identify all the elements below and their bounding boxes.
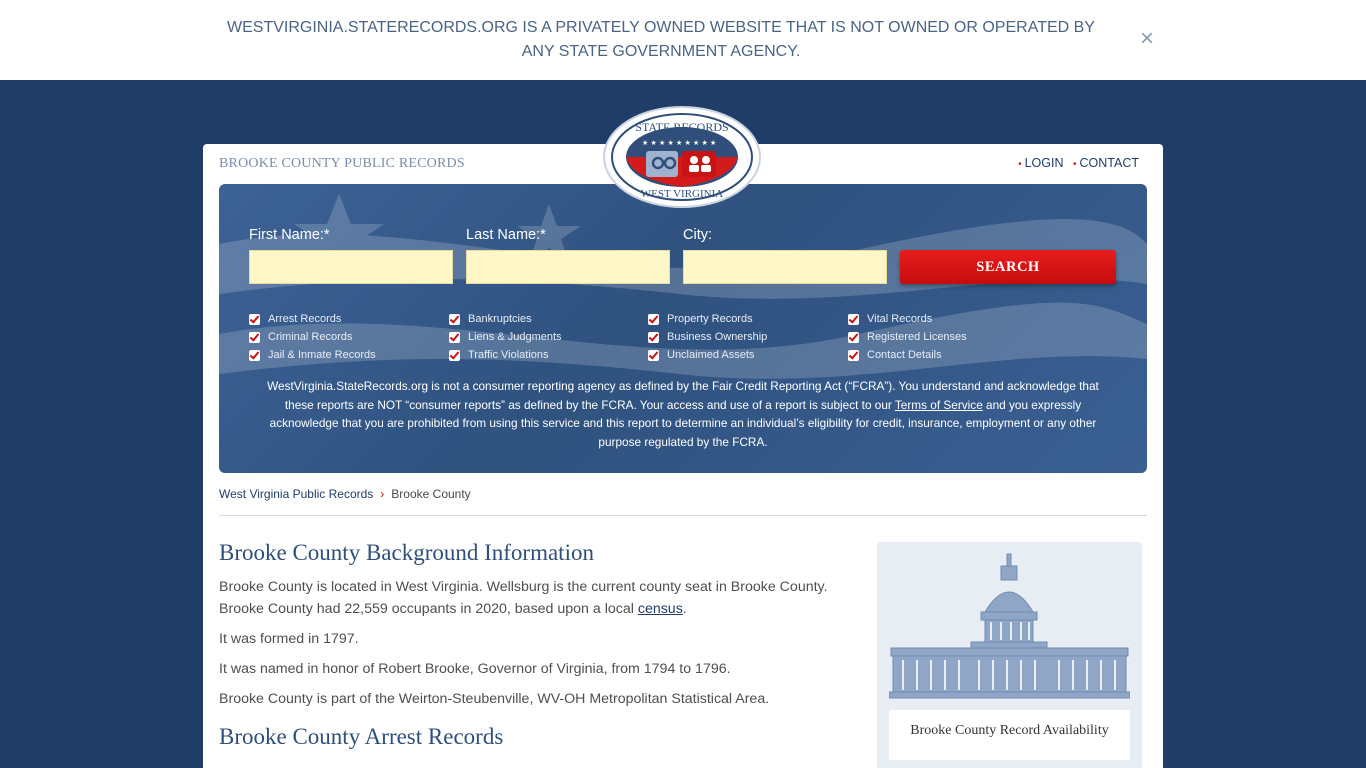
census-link[interactable]: census	[637, 601, 683, 617]
terms-of-service-link[interactable]: Terms of Service	[894, 397, 983, 412]
login-link[interactable]	[1018, 156, 1063, 170]
checkbox-label: Bankruptcies	[468, 313, 532, 325]
search-panel	[219, 184, 1147, 473]
bullet-icon: •	[1018, 159, 1022, 170]
checkbox-label: Unclaimed Assets	[667, 349, 755, 361]
last-name-input[interactable]	[466, 250, 670, 284]
named-paragraph: It was named in honor of Robert Brooke, Governor of Virginia, from 1794 to 1796.	[219, 661, 731, 677]
checkbox-liens-judgments[interactable]	[449, 328, 562, 346]
checkbox-checked-icon	[848, 332, 859, 343]
chevron-right-icon: ›	[380, 487, 385, 501]
checkbox-unclaimed-assets[interactable]	[648, 346, 767, 364]
checkbox-label: Arrest Records	[268, 313, 342, 325]
arrest-records-heading: Brooke County Arrest Records	[219, 724, 504, 749]
checkbox-checked-icon	[449, 350, 460, 361]
checkbox-label: Jail & Inmate Records	[268, 349, 376, 361]
record-availability-sidebar	[877, 542, 1142, 768]
top-links	[1012, 156, 1139, 170]
checkbox-bankruptcies[interactable]	[449, 310, 562, 328]
record-availability-title: Brooke County Record Availability	[889, 710, 1130, 760]
disclaimer-text: WESTVIRGINIA.STATERECORDS.ORG IS A PRIVATELY OWNED WEBSITE THAT IS NOT OWNED OR OPERATED BY ANY STATE GOVERNMENT AGENCY.	[227, 19, 1095, 60]
checkbox-registered-licenses[interactable]	[848, 328, 967, 346]
svg-text:★ ★ ★ ★ ★ ★ ★ ★ ★: ★ ★ ★ ★ ★ ★ ★ ★ ★	[642, 139, 717, 147]
checkbox-checked-icon	[249, 314, 260, 325]
checkbox-jail-inmate-records[interactable]	[249, 346, 376, 364]
breadcrumb-home-link[interactable]: West Virginia Public Records	[219, 487, 374, 501]
record-type-column	[648, 310, 767, 364]
checkbox-checked-icon	[249, 332, 260, 343]
search-button[interactable]: SEARCH	[900, 250, 1116, 284]
fcra-text: WestVirginia.StateRecords.org is not a consumer reporting agency as defined by the Fair Credit Reporting Act (“FCRA”). You understand and acknowledge that these reports are NOT “consumer reports” as defined by the FCRA. Your access and use of a report is subject to our	[267, 379, 1099, 412]
login-label: LOGIN	[1024, 156, 1064, 170]
checkbox-label: Traffic Violations	[468, 349, 549, 361]
first-name-label: First Name:*	[249, 227, 330, 243]
logo-top-text: STATE RECORDS	[635, 120, 729, 134]
checkbox-checked-icon	[249, 350, 260, 361]
checkbox-label: Liens & Judgments	[468, 331, 562, 343]
logo-bottom-text: WEST VIRGINIA	[640, 188, 724, 200]
checkbox-label: Criminal Records	[268, 331, 353, 343]
breadcrumb	[219, 487, 471, 501]
fcra-text: and you expressly acknowledge that you are prohibited from using this service and this report to determine an individual’s eligibility for credit, insurance, employment or any other purpose regulated by the FCRA.	[269, 397, 1097, 449]
checkbox-business-ownership[interactable]	[648, 328, 767, 346]
record-type-column	[449, 310, 562, 364]
checkbox-label: Business Ownership	[667, 331, 768, 343]
last-name-label: Last Name:*	[466, 227, 546, 243]
checkbox-contact-details[interactable]	[848, 346, 967, 364]
checkbox-label: Contact Details	[867, 349, 942, 361]
background-heading: Brooke County Background Information	[219, 540, 594, 565]
checkbox-checked-icon	[848, 350, 859, 361]
checkbox-checked-icon	[648, 350, 659, 361]
record-type-column	[249, 310, 376, 364]
disclaimer-banner	[0, 0, 1366, 80]
paragraph-text: .	[682, 601, 687, 617]
checkbox-checked-icon	[648, 332, 659, 343]
checkbox-label: Vital Records	[867, 313, 933, 325]
record-type-column	[848, 310, 967, 364]
city-label: City:	[683, 227, 712, 243]
breadcrumb-current: Brooke County	[391, 487, 471, 501]
checkbox-criminal-records[interactable]	[249, 328, 376, 346]
checkbox-arrest-records[interactable]	[249, 310, 376, 328]
background-paragraph	[219, 576, 839, 620]
page-brand-title: BROOKE COUNTY PUBLIC RECORDS	[219, 156, 465, 171]
first-name-input[interactable]	[249, 250, 453, 284]
checkbox-checked-icon	[449, 314, 460, 325]
checkbox-property-records[interactable]	[648, 310, 767, 328]
checkbox-traffic-violations[interactable]	[449, 346, 562, 364]
checkbox-checked-icon	[449, 332, 460, 343]
main-card	[203, 144, 1163, 768]
divider	[219, 515, 1147, 516]
paragraph-text: Brooke County is located in West Virginia. Wellsburg is the current county seat in Brooke County. Brooke County had 22,559 occupants in 2020, based upon a local	[219, 579, 828, 617]
checkbox-checked-icon	[848, 314, 859, 325]
checkbox-checked-icon	[648, 314, 659, 325]
capitol-building-icon	[889, 552, 1130, 702]
contact-label: CONTACT	[1079, 156, 1139, 170]
metro-paragraph: Brooke County is part of the Weirton-Steubenville, WV-OH Metropolitan Statistical Area.	[219, 691, 770, 707]
state-records-logo[interactable]	[602, 105, 762, 209]
fcra-disclaimer	[255, 377, 1111, 451]
city-input[interactable]	[683, 250, 887, 284]
checkbox-label: Registered Licenses	[867, 331, 967, 343]
close-icon[interactable]: ×	[1139, 25, 1154, 52]
contact-link[interactable]	[1073, 156, 1139, 170]
checkbox-vital-records[interactable]	[848, 310, 967, 328]
formed-paragraph: It was formed in 1797.	[219, 631, 359, 647]
checkbox-label: Property Records	[667, 313, 753, 325]
bullet-icon: •	[1072, 159, 1077, 170]
